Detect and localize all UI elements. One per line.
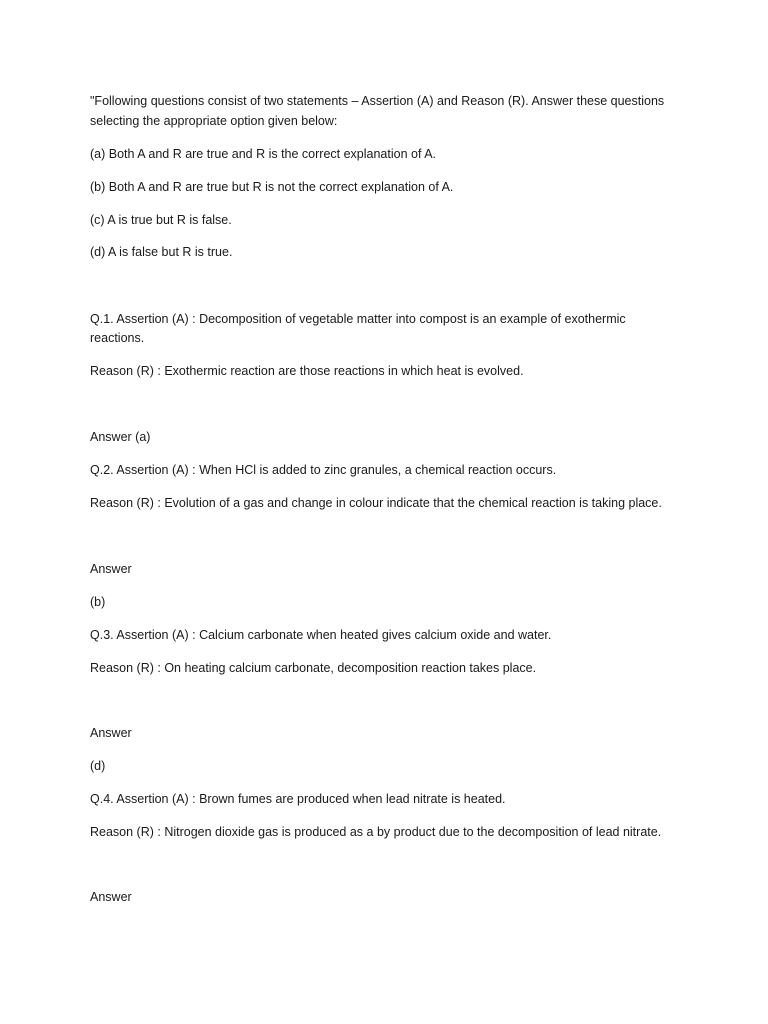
option-b: (b) Both A and R are true but R is not the correct explanation of A. bbox=[90, 180, 454, 194]
q3-answer-value: (d) bbox=[90, 759, 106, 773]
option-d: (d) A is false but R is true. bbox=[90, 245, 233, 259]
option-a: (a) Both A and R are true and R is the correct explanation of A. bbox=[90, 147, 437, 161]
q3-assertion: Q.3. Assertion (A) : Calcium carbonate when heated gives calcium oxide and water. bbox=[90, 628, 552, 642]
option-c: (c) A is true but R is false. bbox=[90, 213, 232, 227]
q1-reason: Reason (R) : Exothermic reaction are those reactions in which heat is evolved. bbox=[90, 364, 524, 378]
q3-reason: Reason (R) : On heating calcium carbonate, decomposition reaction takes place. bbox=[90, 661, 537, 675]
q1-assertion-line-1: Q.1. Assertion (A) : Decomposition of vegetable matter into compost is an example of exothermic bbox=[90, 312, 626, 326]
q1-assertion-line-2: reactions. bbox=[90, 331, 145, 345]
q2-answer-label: Answer bbox=[90, 562, 132, 576]
intro-line-1: "Following questions consist of two statements – Assertion (A) and Reason (R). Answer these questions bbox=[90, 94, 665, 108]
q4-answer-label: Answer bbox=[90, 890, 132, 904]
intro-line-2: selecting the appropriate option given below: bbox=[90, 114, 338, 128]
q2-answer-value: (b) bbox=[90, 595, 106, 609]
q1-answer: Answer (a) bbox=[90, 430, 151, 444]
q2-assertion: Q.2. Assertion (A) : When HCl is added to zinc granules, a chemical reaction occurs. bbox=[90, 463, 557, 477]
q2-reason: Reason (R) : Evolution of a gas and change in colour indicate that the chemical reaction is taking place. bbox=[90, 496, 662, 510]
q3-answer-label: Answer bbox=[90, 726, 132, 740]
q4-reason: Reason (R) : Nitrogen dioxide gas is produced as a by product due to the decomposition of lead nitrate. bbox=[90, 825, 662, 839]
q4-assertion: Q.4. Assertion (A) : Brown fumes are produced when lead nitrate is heated. bbox=[90, 792, 506, 806]
